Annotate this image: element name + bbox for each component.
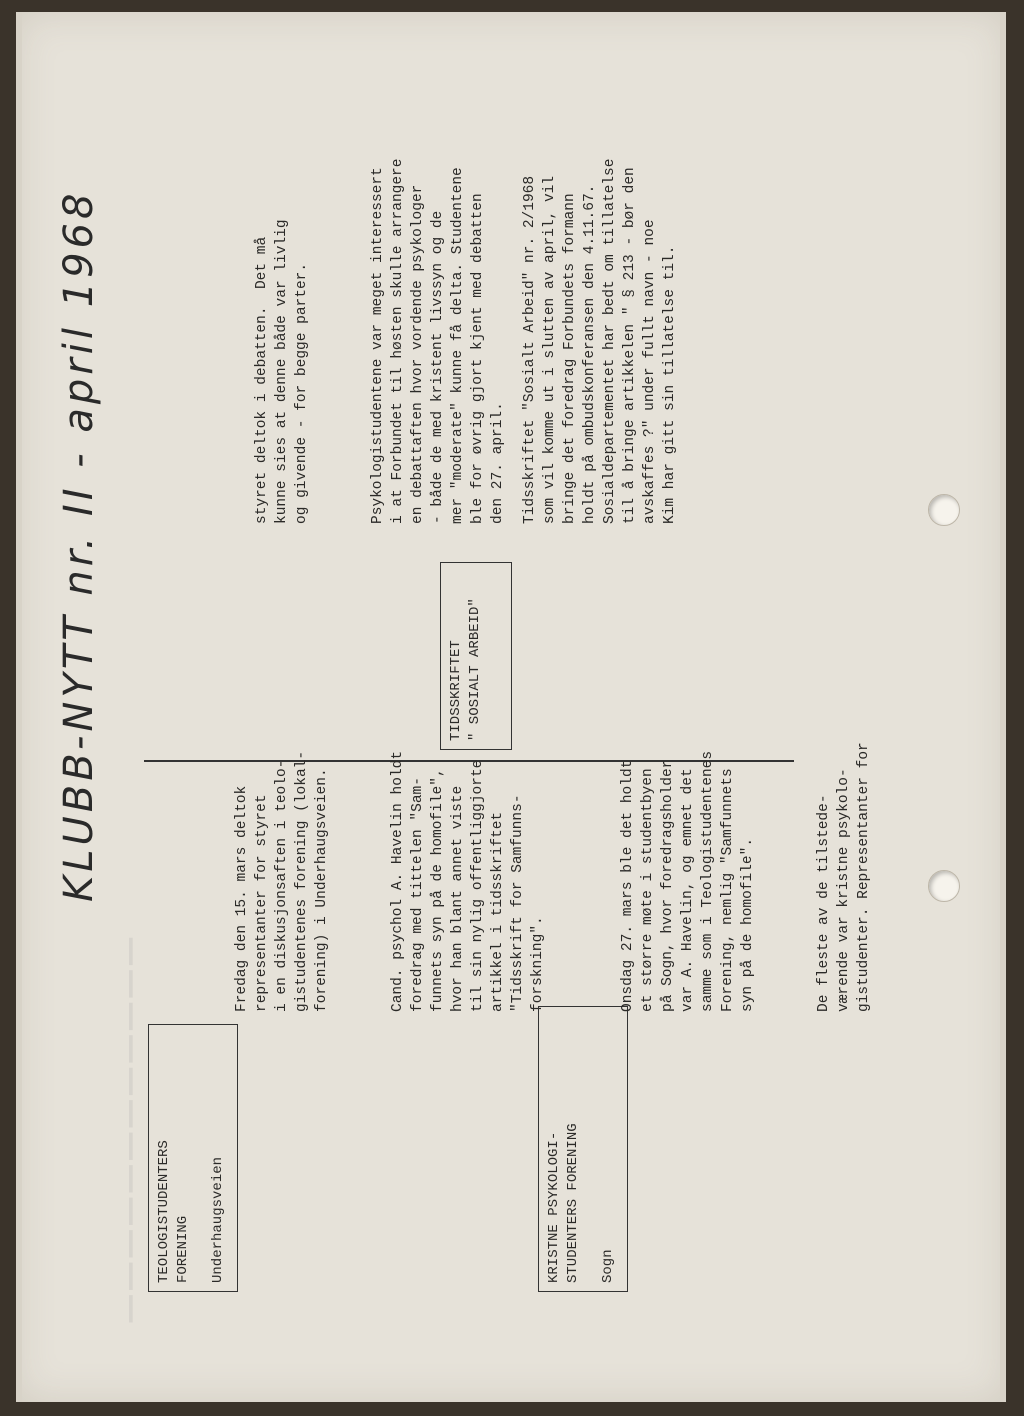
kristne-box-line2: STUDENTERS FORENING — [565, 1123, 581, 1283]
teologi-paragraph-2: Cand. psychol A. Havelin holdt foredrag med tittelen "Sam- funnets syn på de homofile", hvor han blant annet viste til sin nylig offentliggjorte artikkel i tidsskriftet "Tidsskrift for Samfunns- forskning". — [390, 750, 546, 1012]
tidsskriftet-heading-box — [440, 562, 512, 750]
kristne-paragraph-2: De fleste av de tilstede- værende var kristne psykolo- gistudenter. Representanter for — [816, 742, 872, 1012]
newsletter-title: KLUBB-NYTT nr. II - april 1968 — [56, 189, 102, 902]
kristne-paragraph-1: Onsdag 27. mars ble det holdt et større møte i studentbyen på Sogn, hvor foredragsholder var A. Havelin, og emnet det samme som i Teologistudentenes Forening, nemlig "Samfunnets syn på de homofile". — [620, 750, 756, 1012]
tidsskriftet-article — [480, 24, 736, 524]
kristne-article — [578, 712, 930, 1012]
tidsskriftet-paragraph-1: Tidsskriftet "Sosialt Arbeid" nr. 2/1968 som vil komme ut i slutten av april, vil bringe det foredrag Forbundets formann holdt på ombudskonferansen den 4.11.67. Sosialdepartementet har bedt om tillatelse til å bringe artikkelen " § 213 - bør den avskaffes ?" under fullt navn - noe Kim har gitt sin tillatelse til. — [522, 158, 678, 524]
teologi-paragraph-1: Fredag den 15. mars deltok representanter for styret i en diskusjonsaften i teolo- gistudentenes forening (lokal- forening) i Underhaugsveien. — [234, 750, 330, 1012]
teologi-box-place: Underhaugsveien — [210, 1156, 226, 1283]
continued-paragraph-1: styret deltok i debatten. Det må kunne sies at denne både var livlig og givende - for begge parter. — [254, 219, 310, 524]
kristne-box-line1: KRISTNE PSYKOLOGI- — [546, 1131, 562, 1283]
tidsskriftet-box-line2: " SOSIALT ARBEID" — [467, 598, 483, 741]
rotated-newsletter — [16, 12, 1006, 1402]
kristne-heading-box — [538, 1006, 628, 1292]
teologi-box-line2: FORENING — [175, 1215, 191, 1283]
teologi-box-line1: TEOLOGISTUDENTERS — [156, 1140, 172, 1283]
teologi-article — [192, 712, 604, 1012]
teologi-heading-box — [148, 1024, 238, 1292]
tidsskriftet-box-line1: TIDSSKRIFTET — [448, 640, 464, 741]
kristne-box-place: Sogn — [600, 1249, 616, 1283]
document-page — [16, 12, 1006, 1402]
bleed-through-shadow: ──────────── — [106, 932, 157, 1322]
continued-paragraph-2: Psykologistudentene var meget interessert i at Forbundet til høsten skulle arrangere en debattaften hvor vordende psykologer - både de med kristent livssyn og de mer "moderate" kunne få delta. Studentene ble for øvrig gjort kjent med debatten den 27. april. — [370, 158, 506, 524]
